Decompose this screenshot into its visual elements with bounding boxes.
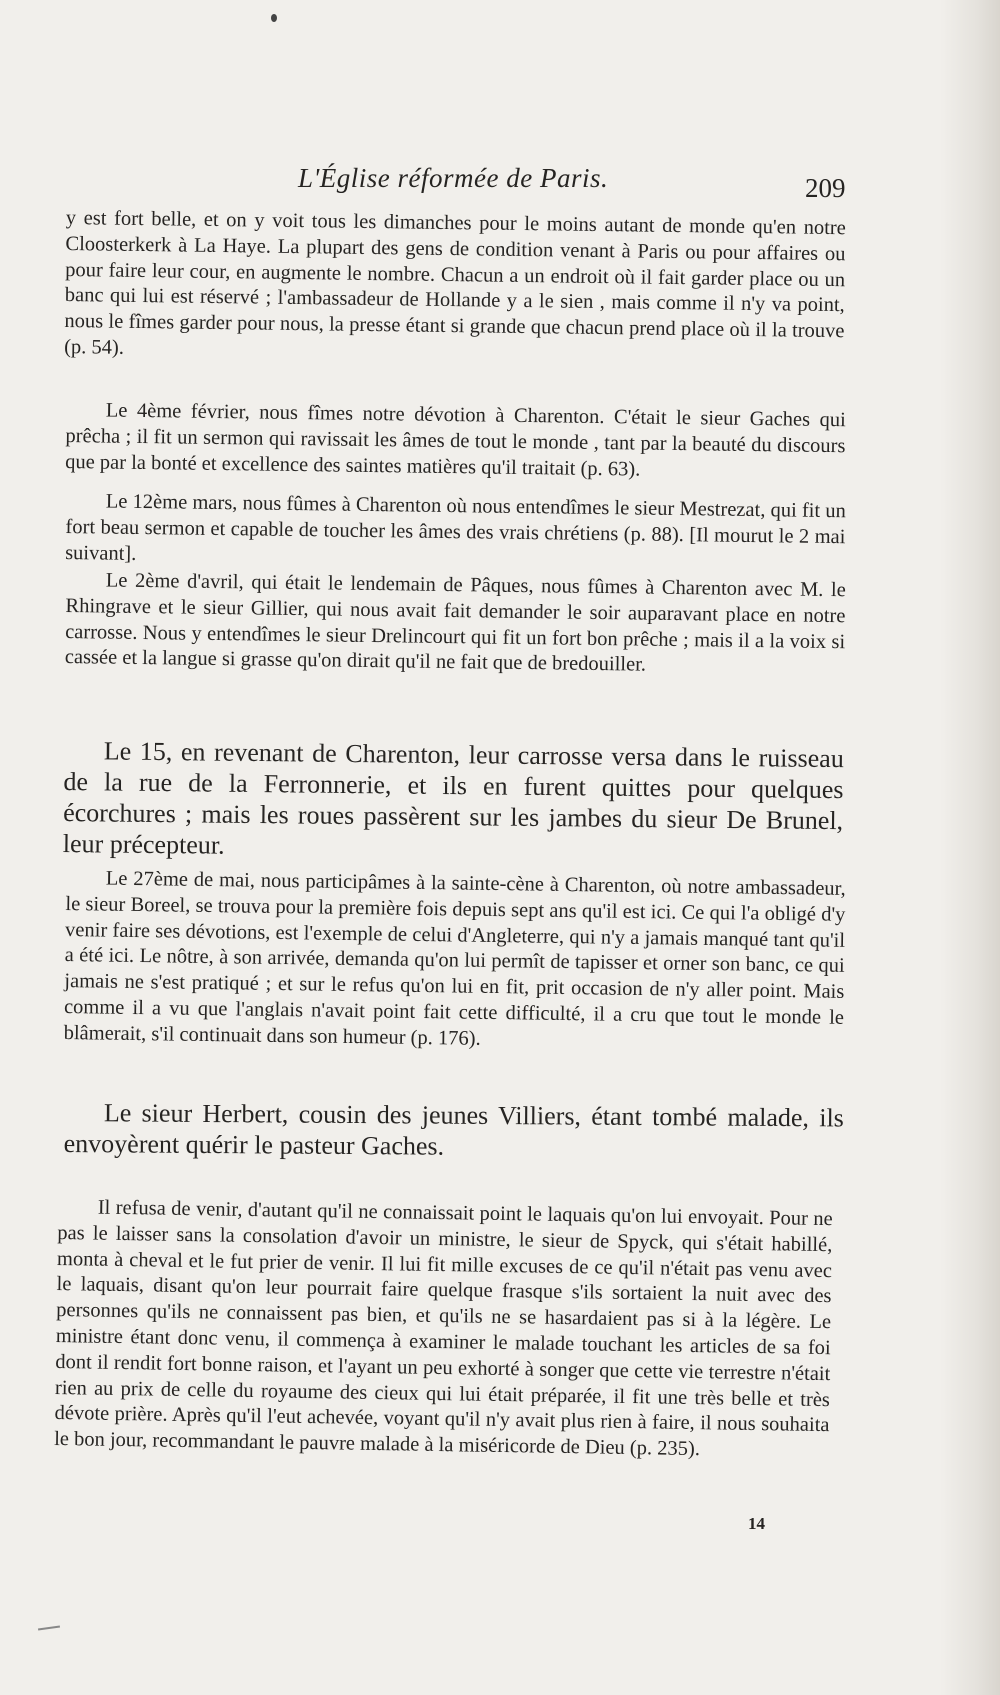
ink-speck	[271, 14, 277, 22]
signature-mark: 14	[748, 1514, 765, 1533]
paragraph-text: Il refusa de venir, d'autant qu'il ne connaissait point le laquais qu'on lui envoyait. Pour ne pas le laisser sans la consolation d'avoir un ministre, le sieur de Spyck, qui s'était habillé, monta à cheval et le fut prier de venir. Il lui fit mille excuses de ce qu'il n'était pas venu avec le laquais, disant qu'on leur pourrait faire quelque frasque s'ils sortaient la nuit avec des personnes qu'ils ne connaissent pas bien, et qu'ils ne se hasardaient pas si à la légère. Le ministre étant donc venu, il commença à examiner le malade touchant les articles de sa foi dont il rendit fort bonne raison, et l'ayant un peu exhorté à songer que cette vie terrestre n'était rien au prix de celle du royaume des cieux qui lui était préparée, il fit une très belle et très dévote prière. Après qu'il l'eut achevée, voyant qu'il n'y avait plus rien à faire, il nous souhaita le bon jour, recommandant le pauvre malade à la miséricorde de Dieu (p. 235).	[53, 1196, 833, 1461]
paragraph-pastor-visit	[54, 1195, 833, 1465]
paragraph-text: Le 12ème mars, nous fûmes à Charenton où nous entendîmes le sieur Mestrezat, qui fit un fort beau sermon et capable de toucher les âmes des vrais chrétiens (p. 88). [Il mourut le 2 mai suivant].	[65, 490, 846, 565]
paragraph-carriage-accident: Le 15, en revenant de Charenton, leur carrosse versa dans le ruisseau de la rue de la Ferronnerie, et ils en furent quittes pour quelques écorchures ; mais les roues passèrent sur les jambes du sieur De Brunel, leur précepteur.	[62, 736, 844, 860]
page-number: 209	[805, 173, 846, 203]
paragraph-continuation	[64, 206, 846, 371]
paragraph-text: y est fort belle, et on y voit tous les dimanches pour le moins autant de monde qu'en notre Cloosterkerk à La Haye. La plupart des gens de condition venant à Paris ou pour affaires ou pour faire leur cour, en augmente le nombre. Chacun a un endroit où il fait garder place ou un banc qui lui est réservé ; l'ambassadeur de Hollande y a le sien , mais comme il n'y va point, nous le fîmes garder pour nous, la presse étant si grande que chacun prend place où il la trouve (p. 54).	[64, 206, 846, 359]
paragraph-text: Le 4ème février, nous fîmes notre dévotion à Charenton. C'était le sieur Gaches qui prêcha ; il fit un sermon qui ravissait les âmes de tout le monde , tant par la beauté du discours que par la bonté et excellence des saintes matières qu'il traitait (p. 63).	[65, 399, 846, 481]
margin-mark	[38, 1625, 60, 1630]
paragraph-may	[63, 866, 845, 1057]
paragraph-text: Le 2ème d'avril, qui était le lendemain de Pâques, nous fûmes à Charenton avec M. le Rhingrave et le sieur Gillier, qui nous avait fait demander le soir auparavant place en notre carrosse. Nous y entendîmes le sieur Drelincourt qui fit un fort bon prêche ; mais il a la voix si cassée et la langue si grasse qu'on dirait qu'il ne fait que de bredouiller.	[64, 569, 846, 676]
paragraph-april	[65, 568, 846, 681]
page-header	[60, 163, 850, 203]
running-title: L'Église réformée de Paris.	[298, 163, 609, 193]
paragraph-herbert-illness: Le sieur Herbert, cousin des jeunes Villiers, étant tombé malade, ils envoyèrent quérir le pasteur Gaches.	[63, 1098, 844, 1161]
paragraph-text: Le 27ème de mai, nous participâmes à la sainte-cène à Charenton, où notre ambassadeur, le sieur Boreel, se trouva pour la première fois depuis sept ans qu'il est ici. Ce qui l'a obligé d'y venir faire ses dévotions, est l'exemple de celui d'Angleterre, qui n'y a jamais manqué tant qu'il a été ici. Le nôtre, à son arrivée, demanda qu'on lui permît de tapisser et orner son banc, ce qui jamais ne s'est pratiqué ; et sur le refus qu'on lui en fit, prit occasion de n'y aller point. Mais comme il a vu que l'anglais n'avait point fait cette difficulté, il a cru que tout le monde le blâmerait, s'il continuait dans son humeur (p. 176).	[63, 867, 846, 1050]
paragraph-march	[65, 489, 846, 577]
page-gutter-shadow	[940, 0, 1000, 1695]
paragraph-february	[65, 398, 846, 486]
